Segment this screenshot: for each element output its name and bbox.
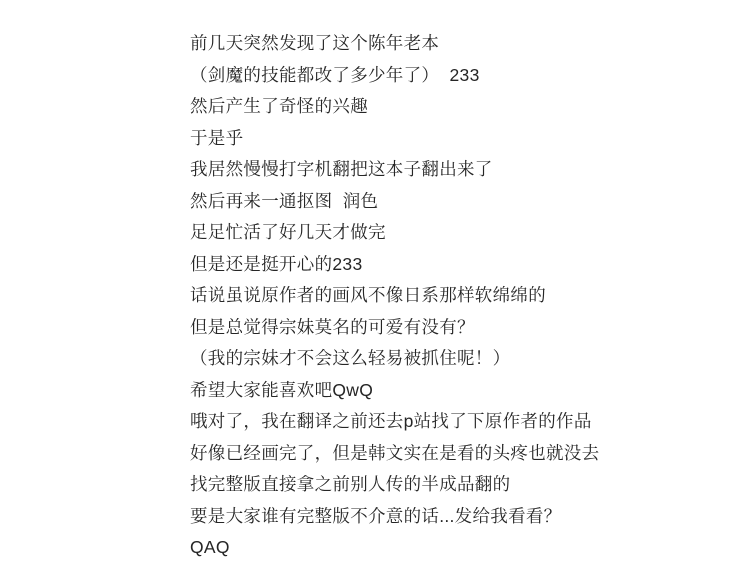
text-line: 于是乎 [190, 127, 244, 148]
text-line: 希望大家能喜欢吧QwQ [190, 379, 374, 400]
text-line: 哦对了，我在翻译之前还去p站找了下原作者的作品 [190, 411, 592, 431]
text-line: 但是还是挺开心的233 [190, 253, 363, 274]
text-line: 然后再来一通抠图 润色 [190, 190, 379, 211]
text-line: （剑魔的技能都改了多少年了） 233 [190, 64, 480, 85]
text-line: QAQ [190, 537, 230, 557]
text-line: 话说虽说原作者的画风不像日系那样软绵绵的 [190, 285, 546, 305]
text-line: 但是总觉得宗妹莫名的可爱有没有？ [190, 316, 475, 337]
text-line: （我的宗妹才不会这么轻易被抓住呢！） [190, 348, 511, 368]
text-line: 足足忙活了好几天才做完 [190, 222, 386, 242]
text-line: 前几天突然发现了这个陈年老本 [190, 33, 440, 53]
text-line: 找完整版直接拿之前别人传的半成品翻的 [190, 474, 511, 494]
text-line: 我居然慢慢打字机翻把这本子翻出来了 [190, 159, 493, 179]
text-line: 要是大家谁有完整版不介意的话...发给我看看？ [190, 505, 562, 526]
text-line: 然后产生了奇怪的兴趣 [190, 96, 368, 116]
document-text-block [190, 28, 710, 564]
text-line: 好像已经画完了，但是韩文实在是看的头疼也就没去 [190, 442, 600, 463]
